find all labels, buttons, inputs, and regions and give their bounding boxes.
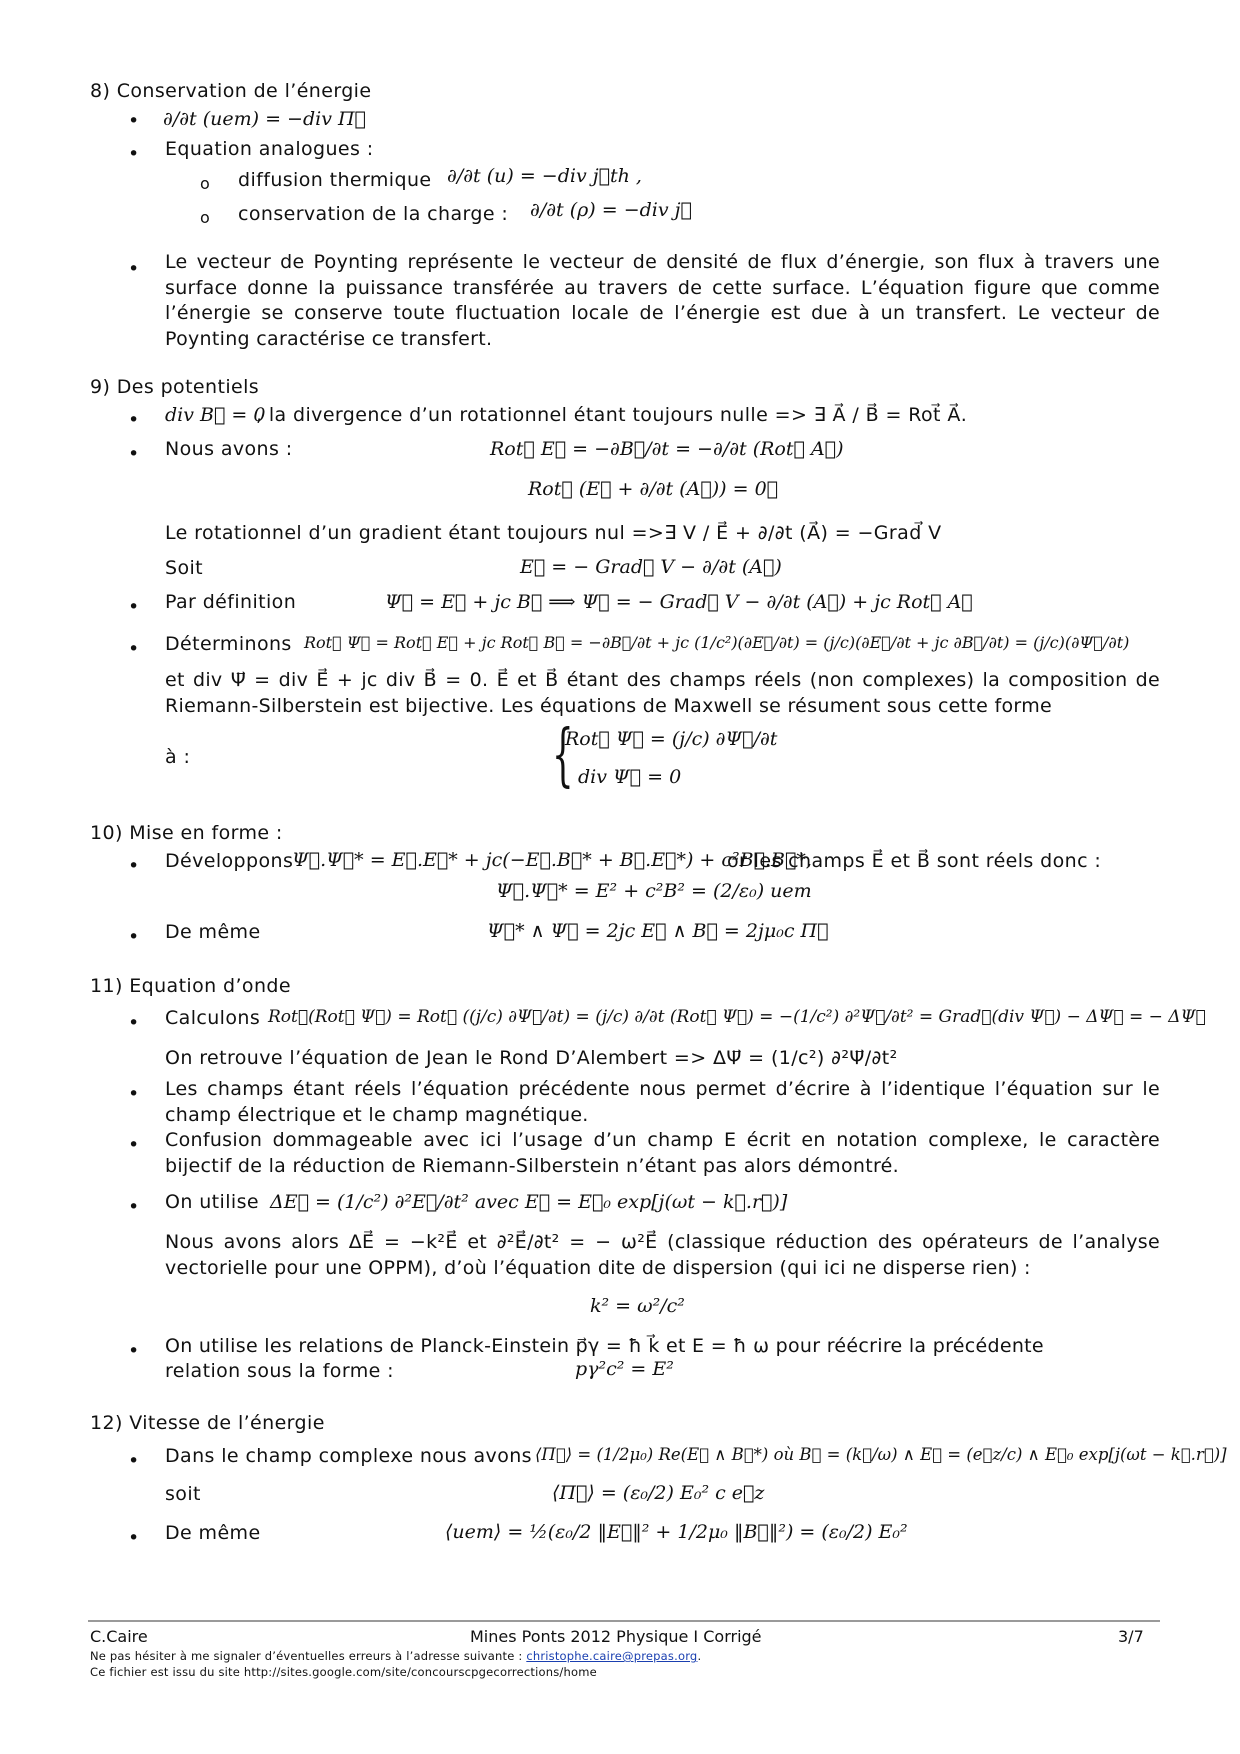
bullet-icon: • xyxy=(128,1012,140,1034)
bullet-icon: • xyxy=(128,143,140,165)
system-brace: { xyxy=(552,716,574,796)
psi-energy-equation: Ψ⃗.Ψ⃗* = E² + c²B² = (2/ε₀) uem xyxy=(496,880,812,902)
bullet-icon: • xyxy=(128,1134,140,1156)
determinons-label: Déterminons xyxy=(165,633,292,655)
bullet-icon: • xyxy=(128,638,140,660)
poynting-paragraph: Le vecteur de Poynting représente le vecteur de densité de flux d’énergie, son flux à travers une surface donne la puissance transférée au travers de cette surface. L’équation figure que comme l’énergie se conserve toute fluctuation locale de l’énergie est due à un transfert. Le vecteur de Poynting caractérise ce transfert. xyxy=(165,251,1160,350)
bullet-icon: • xyxy=(128,1450,140,1472)
relation-label: relation sous la forme : xyxy=(165,1360,394,1382)
dispersion-equation: k² = ω²/c² xyxy=(590,1295,685,1317)
bullet-icon: • xyxy=(128,1340,140,1362)
mean-energy-equation: ⟨uem⟩ = ½(ε₀/2 ‖E⃗‖² + 1/2μ₀ ‖B⃗‖²) = (ε₀/2) E₀² xyxy=(445,1521,908,1543)
psi-definition-equation: Ψ⃗ = E⃗ + jc B⃗ ⟹ Ψ⃗ = − Grad⃗ V − ∂/∂t (A⃗) + jc Rot⃗ A⃗ xyxy=(385,591,973,613)
bullet-icon: • xyxy=(128,926,140,948)
maxwell-system-eq2: div Ψ⃗ = 0 xyxy=(578,766,682,788)
charge-conservation-label: conservation de la charge : xyxy=(238,203,509,225)
footer-page-number: 3/7 xyxy=(1118,1627,1144,1646)
a-label: à : xyxy=(165,746,191,768)
mean-poynting-equation: ⟨Π⃗⟩ = (1/2μ₀) Re(E⃗ ∧ B⃗*) où B⃗ = (k⃗/ω) ∧ E⃗ = (e⃗z/c) ∧ E⃗₀ exp[j(ωt − k⃗.r⃗)] xyxy=(535,1445,1227,1464)
real-fields-paragraph: Les champs étant réels l’équation précédente nous permet d’écrire à l’identique l’équation sur le champ électrique et le champ magnétique. xyxy=(165,1078,1160,1126)
on-utilise-label: On utilise xyxy=(165,1191,259,1213)
de-meme-label: De même xyxy=(165,921,261,943)
div-b-statement: , la divergence d’un rotationnel étant toujours nulle => ∃ A⃗ / B⃗ = Rot⃗ A⃗. xyxy=(256,404,968,426)
gradient-statement: Le rotationnel d’un gradient étant toujours nul =>∃ V / E⃗ + ∂/∂t (A⃗) = −Grad⃗ V xyxy=(165,522,942,544)
maxwell-system-eq1: Rot⃗ Ψ⃗ = (j/c) ∂Ψ⃗/∂t xyxy=(565,728,778,750)
section-9-heading: 9) Des potentiels xyxy=(90,376,260,398)
thermal-diffusion-label: diffusion thermique xyxy=(238,169,432,191)
footer-source: Ce fichier est issu du site http://sites.google.com/site/concourscpgecorrections/home xyxy=(90,1665,597,1679)
dalembert-statement: On retrouve l’équation de Jean le Rond D’Alembert => ΔΨ⃗ = (1/c²) ∂²Ψ⃗/∂t² xyxy=(165,1047,898,1069)
footer-title: Mines Ponts 2012 Physique I Corrigé xyxy=(470,1627,762,1646)
rot-e-equation: Rot⃗ E⃗ = −∂B⃗/∂t = −∂/∂t (Rot⃗ A⃗) xyxy=(490,438,844,460)
footer-note: Ne pas hésiter à me signaler d’éventuelles erreurs à l’adresse suivante : christophe.caire@prepas.org. xyxy=(90,1649,702,1663)
footer-note-text: Ne pas hésiter à me signaler d’éventuelles erreurs à l’adresse suivante : xyxy=(90,1649,523,1663)
charge-conservation-equation: ∂/∂t (ρ) = −div j⃗ xyxy=(530,199,692,221)
bullet-icon: • xyxy=(128,443,140,465)
complex-field-label: Dans le champ complexe nous avons xyxy=(165,1445,532,1467)
sub-bullet-icon: o xyxy=(200,208,210,227)
section-12-heading: 12) Vitesse de l’énergie xyxy=(90,1412,325,1434)
soit-label-2: soit xyxy=(165,1483,201,1505)
bullet-icon: • xyxy=(128,1083,140,1105)
wave-equation-e: ΔE⃗ = (1/c²) ∂²E⃗/∂t² avec E⃗ = E⃗₀ exp[j(ωt − k⃗.r⃗)] xyxy=(270,1191,788,1213)
energy-momentum-equation: pγ²c² = E² xyxy=(575,1358,674,1380)
planck-einstein-paragraph: On utilise les relations de Planck-Einstein p⃗γ = ħ k⃗ et E = ħ ω pour réécrire la précédente xyxy=(165,1335,1044,1357)
de-meme-label-2: De même xyxy=(165,1522,261,1544)
nous-avons-label: Nous avons : xyxy=(165,438,293,460)
calculons-label: Calculons xyxy=(165,1007,261,1029)
par-definition-label: Par définition xyxy=(165,591,297,613)
rot-rot-psi-equation: Rot⃗(Rot⃗ Ψ⃗) = Rot⃗ ((j/c) ∂Ψ⃗/∂t) = (j/c) ∂/∂t (Rot⃗ Ψ⃗) = −(1/c²) ∂²Ψ⃗/∂t² = Grad⃗(div Ψ⃗) − ΔΨ⃗ = − ΔΨ⃗ xyxy=(268,1007,1206,1027)
footer-divider xyxy=(88,1620,1160,1622)
sub-bullet-icon: o xyxy=(200,174,210,193)
div-b-equation: div B⃗ = 0 xyxy=(165,404,266,426)
dispersion-paragraph: Nous avons alors ΔE⃗ = −k²E⃗ et ∂²E⃗/∂t² = − ω²E⃗ (classique réduction des opérateurs de l’analyse vectorielle pour une OPPM), d’où l’équation dite de dispersion (qui ici ne disperse rien) : xyxy=(165,1231,1160,1279)
bullet-icon: • xyxy=(128,110,140,132)
developpons-label: Développons xyxy=(165,850,294,872)
rot-psi-equation: Rot⃗ Ψ⃗ = Rot⃗ E⃗ + jc Rot⃗ B⃗ = −∂B⃗/∂t + jc (1/c²)(∂E⃗/∂t) = (j/c)(∂E⃗/∂t + jc ∂B⃗/∂t) = (j/c)(∂Ψ⃗/∂t) xyxy=(304,633,1130,652)
thermal-diffusion-equation: ∂/∂t (u) = −div j⃗th , xyxy=(447,165,642,187)
section-11-heading: 11) Equation d’onde xyxy=(90,975,291,997)
bullet-icon: • xyxy=(128,596,140,618)
rot-sum-equation: Rot⃗ (E⃗ + ∂/∂t (A⃗)) = 0⃗ xyxy=(528,478,779,500)
section-8-heading: 8) Conservation de l’énergie xyxy=(90,80,372,102)
soit-label: Soit xyxy=(165,557,204,579)
bullet-icon: • xyxy=(128,409,140,431)
psi-cross-equation: Ψ⃗* ∧ Ψ⃗ = 2jc E⃗ ∧ B⃗ = 2jμ₀c Π⃗ xyxy=(487,920,829,942)
psi-product-equation: Ψ⃗.Ψ⃗* = E⃗.E⃗* + jc(−E⃗.B⃗* + B⃗.E⃗*) + c²B⃗.B⃗*, xyxy=(292,849,812,871)
footer-email-link[interactable]: christophe.caire@prepas.org xyxy=(526,1649,698,1663)
bullet-icon: • xyxy=(128,1527,140,1549)
confusion-paragraph: Confusion dommageable avec ici l’usage d’un champ E écrit en notation complexe, le caractère bijectif de la réduction de Riemann-Silberstein n’étant pas alors démontré. xyxy=(165,1129,1160,1177)
section-10-heading: 10) Mise en forme : xyxy=(90,822,283,844)
analogous-equations-label: Equation analogues : xyxy=(165,138,374,160)
real-fields-statement: or les champs E⃗ et B⃗ sont réels donc : xyxy=(727,850,1102,872)
bullet-icon: • xyxy=(128,258,140,280)
e-potential-equation: E⃗ = − Grad⃗ V − ∂/∂t (A⃗) xyxy=(520,556,782,578)
footer-author: C.Caire xyxy=(90,1627,148,1646)
bullet-icon: • xyxy=(128,855,140,877)
energy-conservation-equation-text: ∂/∂t (uem) = −div Π⃗ xyxy=(163,108,366,130)
bullet-icon: • xyxy=(128,1196,140,1218)
mean-poynting-result: ⟨Π⃗⟩ = (ε₀/2) E₀² c e⃗z xyxy=(552,1482,765,1504)
riemann-silberstein-paragraph: et div Ψ⃗ = div E⃗ + jc div B⃗ = 0. E⃗ et B⃗ étant des champs réels (non complexes) la composition de Riemann-Silberstein est bijective. Les équations de Maxwell se résument sous cette forme xyxy=(165,669,1160,717)
